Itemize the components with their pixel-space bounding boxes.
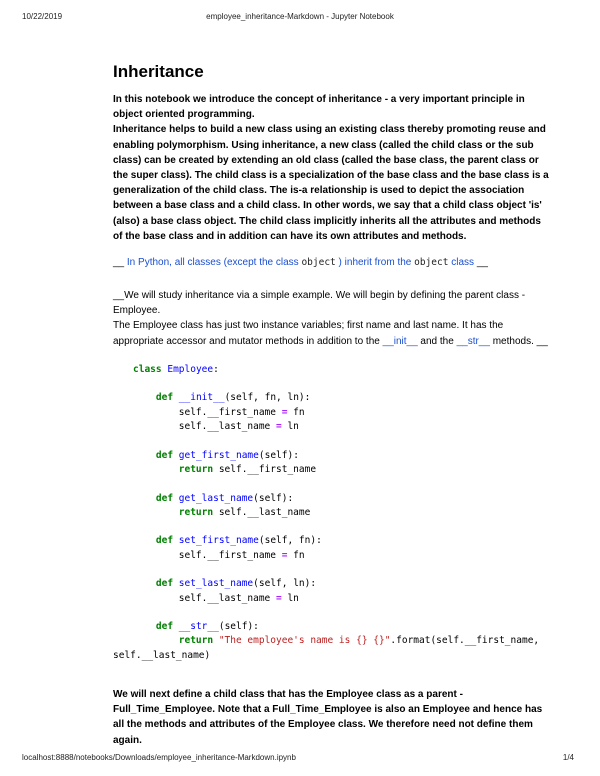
note-code-object-1: object (301, 257, 336, 269)
study-line-methods (113, 334, 561, 349)
code-line-blank (133, 377, 561, 391)
code-line: def set_last_name(self, ln): (155, 578, 317, 590)
code-line-blank (133, 563, 561, 577)
code-line: self.__first_name = fn (178, 549, 305, 561)
intro-line: generalization of the child class. The is-a relationship is used to depict the association (113, 185, 525, 197)
code-line: self.__last_name = ln (178, 421, 299, 433)
note-code-object-2: object (414, 257, 449, 269)
str-link[interactable]: __str__ (456, 335, 490, 347)
page-title: Inheritance (113, 62, 204, 81)
code-line-blank (133, 434, 561, 448)
code-line: class Employee: (133, 363, 219, 375)
study-line: __We will study inheritance via a simple example. We will begin by defining the parent class - (113, 290, 526, 302)
closing-line: Full_Time_Employee. Note that a Full_Time_Employee is also an Employee and hence has (113, 704, 543, 716)
header-date: 10/22/2019 (22, 12, 63, 21)
note-dash-open: __ (113, 257, 125, 269)
intro-line: In this notebook we introduce the concept of inheritance - a very important principle in (113, 94, 525, 105)
code-line: def get_last_name(self): (155, 492, 294, 504)
code-line: return "The employee's name is {} {}".format(self.__first_name, (178, 635, 540, 647)
intro-line: (also) a base class object. The child class implicitly inherits all the attributes and methods (113, 215, 541, 227)
note-text-3: class (451, 257, 475, 269)
intro-line: enabling polymorphism. Using inheritance, a new class (called the child class or the sub (113, 139, 534, 151)
code-line-wrapped: self.__last_name) (113, 649, 211, 661)
intro-line: between a base class and a child class. In other words, we say that a child class object 'is' (113, 200, 542, 212)
note-text-2: ) inherit from the (338, 257, 412, 269)
code-line-blank (133, 606, 561, 620)
methods-text: methods. __ (492, 335, 548, 347)
note-dash-close: __ (476, 257, 488, 269)
closing-line: all the methods and attributes of the Employee class. We therefore need not define them (113, 719, 533, 731)
study-line: Employee. (113, 305, 161, 317)
intro-line: class) can be created by extending an old class (called the base class, the parent class or (113, 154, 539, 166)
code-line: self.__first_name = fn (178, 406, 305, 418)
study-paragraph (113, 288, 561, 349)
code-line: self.__last_name = ln (178, 592, 299, 604)
closing-line: again. (113, 734, 142, 746)
code-line: def set_first_name(self, fn): (155, 535, 322, 547)
closing-paragraph (113, 687, 561, 748)
init-link[interactable]: __init__ (382, 335, 418, 347)
closing-line: We will next define a child class that has the Employee class as a parent - (113, 689, 463, 701)
study-line: The Employee class has just two instance variables; first name and last name. It has the (113, 320, 504, 332)
footer-page-number: 1/4 (562, 753, 574, 762)
and-the-text: and the (420, 335, 454, 347)
code-line-blank (133, 477, 561, 491)
intro-line: of the base class and in addition can have its own attributes and methods. (113, 230, 467, 242)
code-line-blank (133, 520, 561, 534)
intro-line: object oriented programming. (113, 109, 255, 121)
notebook-content (113, 62, 561, 748)
header-title: employee_inheritance-Markdown - Jupyter Notebook (206, 12, 394, 21)
footer-url: localhost:8888/notebooks/Downloads/employee_inheritance-Markdown.ipynb (22, 753, 296, 762)
study-line-text: appropriate accessor and mutator methods in addition to the (113, 335, 380, 347)
code-line: return self.__last_name (178, 506, 311, 518)
code-line: def __str__(self): (155, 621, 259, 633)
note-text-1: In Python, all classes (except the class (126, 257, 299, 269)
intro-line: the super class). The child class is a specialization of the base class and the base class is a (113, 170, 549, 182)
python-object-note (113, 256, 561, 270)
code-line: return self.__first_name (178, 463, 317, 475)
intro-paragraph (113, 92, 561, 244)
code-line: def get_first_name(self): (155, 449, 299, 461)
code-line: def __init__(self, fn, ln): (155, 392, 311, 404)
code-cell[interactable] (113, 363, 561, 663)
intro-line: Inheritance helps to build a new class using an existing class thereby promoting reuse and (113, 124, 546, 136)
